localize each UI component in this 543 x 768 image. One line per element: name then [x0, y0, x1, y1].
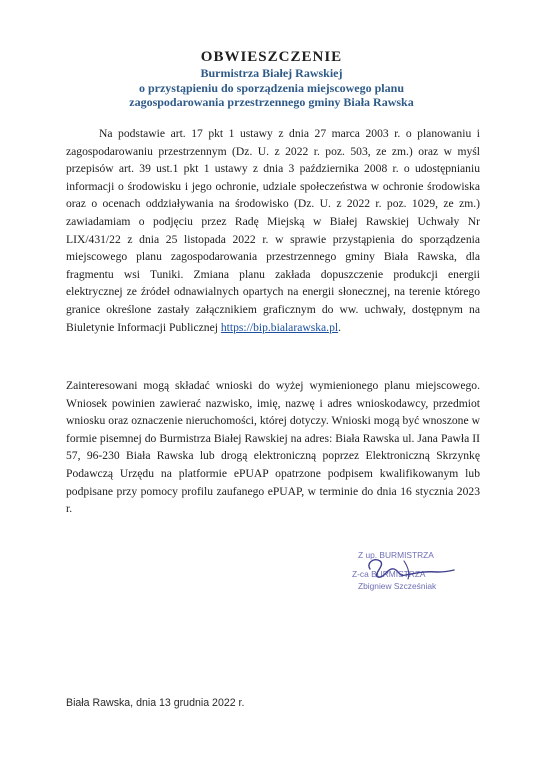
- handwritten-signature: [364, 553, 456, 583]
- paragraph-1-end: .: [338, 320, 341, 334]
- paragraph-1-text: Na podstawie art. 17 pkt 1 ustawy z dnia 27 marca 2003 r. o planowaniu i zagospodarowaniu przestrzennym (Dz. U. z 2022 r. poz. 503, ze zm.) oraz w myśl przepisów art. 39 ust.1 pkt 1 ustawy z dnia 3 października 2008 r. o udostępnianiu informacji o środowisku i jego ochronie, udziale społeczeństwa w ochronie środowiska oraz o ocenach oddziaływania na środowisko (Dz. U. z 2022 r. poz. 1029, ze zm.) zawiadamiam o podjęciu przez Radę Miejską w Białej Rawskiej Uchwały Nr LIX/431/22 z dnia 25 listopada 2022 r. w sprawie przystąpienia do sporządzenia miejscowego planu zagospodarowania przestrzennego gminy Biała Rawska, dla fragmentu wsi Tuniki. Zmiana planu zakłada dopuszczenie produkcji energii elektrycznej ze źródeł odnawialnych opartych na energii słonecznej, na terenie którego granice określone zastały załącznikiem graficznym do ww. uchwały, dostępnym na Biuletynie Informacji Publicznej: [66, 127, 480, 334]
- subject-line-1: o przystąpieniu do sporządzenia miejscowego planu: [138, 80, 404, 95]
- subject-line-2: zagospodarowania przestrzennego gminy Biała Rawska: [129, 95, 414, 109]
- place-date: Biała Rawska, dnia 13 grudnia 2022 r.: [66, 697, 245, 709]
- stamp-line-2: Z-ca BURMISTRZA: [352, 569, 426, 579]
- paragraph-2: Zainteresowani mogą składać wnioski do wyżej wymienionego planu miejscowego. Wniosek powinien zawierać nazwisko, imię, nazwę i adres wnioskodawcy, przedmiot wniosku oraz oznaczenie nieruchomości, której dotyczy. Wnioski mogą być wnoszone w formie pisemnej do Burmistrza Białej Rawskiej na adres: Biała Rawska ul. Jana Pawła II 57, 96-230 Biała Rawska lub drogą elektroniczną poprzez Elektroniczną Skrzynkę Podawczą Urzędu na platformie ePUAP opatrzone podpisem kwalifikowanym lub podpisane przy pomocy profilu zaufanego ePUAP, w terminie do dnia 16 stycznia 2023 r.: [66, 379, 480, 516]
- issuer-line: Burmistrza Białej Rawskiej: [200, 66, 343, 80]
- stamp-line-3: Zbigniew Szcześniak: [358, 581, 437, 591]
- stamp-line-1: Z up. BURMISTRZA: [358, 550, 434, 560]
- bip-link[interactable]: https://bip.bialarawska.pl: [220, 320, 339, 334]
- document-header: [0, 48, 543, 110]
- document-title: OBWIESZCZENIE: [200, 49, 343, 65]
- paragraph-1: [66, 125, 480, 336]
